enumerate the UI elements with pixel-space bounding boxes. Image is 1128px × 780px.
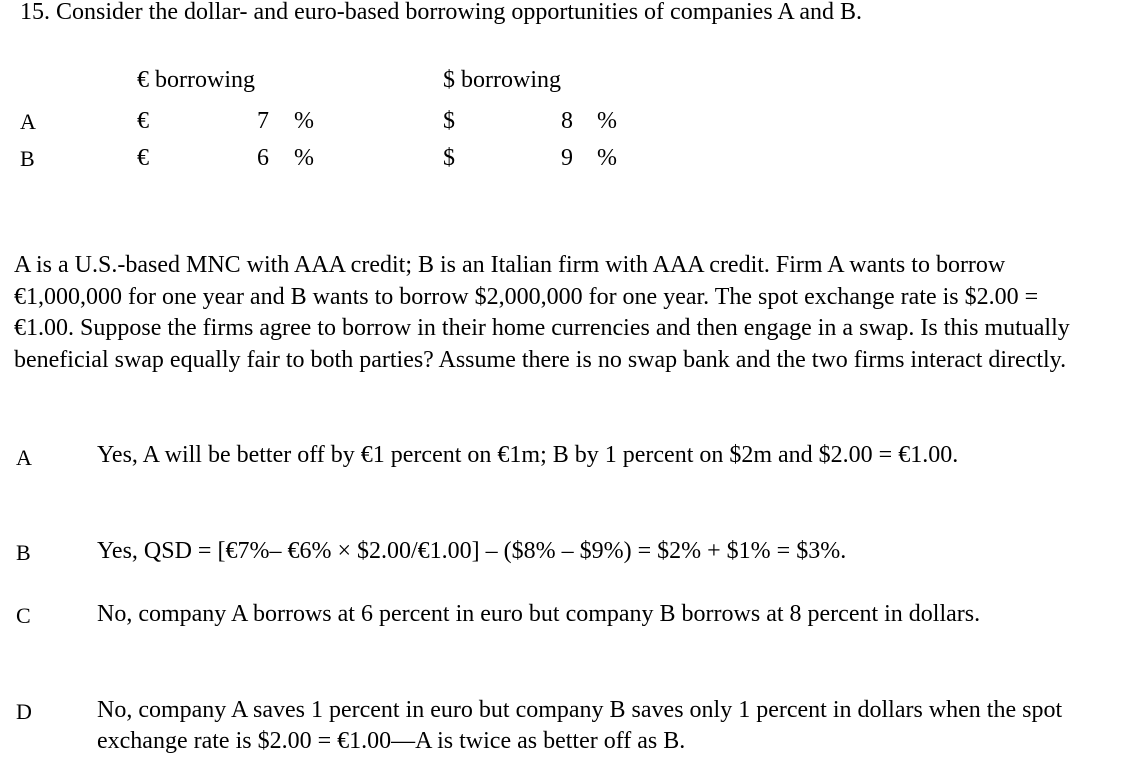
- euro-symbol: €: [137, 145, 149, 171]
- choice-text: Yes, QSD = [€7%– €6% × $2.00/€1.00] – ($8% – $9%) = $2% + $1% = $3%.: [97, 538, 847, 564]
- choice-letter: D: [16, 699, 32, 724]
- dollar-percent-sign: %: [597, 108, 617, 134]
- choice-text: Yes, A will be better off by €1 percent on €1m; B by 1 percent on $2m and $2.00 = €1.00.: [97, 442, 959, 468]
- euro-rate-value: 7: [257, 108, 269, 134]
- dollar-symbol: $: [443, 108, 455, 134]
- euro-percent-sign: %: [294, 108, 314, 134]
- question-title: 15. Consider the dollar- and euro-based borrowing opportunities of companies A and B.: [20, 0, 863, 25]
- dollar-rate-value: 8: [561, 108, 573, 134]
- dollar-symbol: $: [443, 145, 455, 171]
- dollar-borrowing-header: $ borrowing: [443, 67, 561, 93]
- row-company-label: A: [20, 109, 36, 134]
- problem-statement: A is a U.S.-based MNC with AAA credit; B is an Italian firm with AAA credit. Firm A wants to borrow €1,000,000 for one year and B wants to borrow $2,000,000 for one year. The spot exchange rate is $2.00 = €1.00. Suppose the firms agree to borrow in their home currencies and then engage in a swap. Is this mutually beneficial swap equally fair to both parties? Assume there is no swap bank and the two firms interact directly.: [14, 252, 1070, 373]
- choice-letter: A: [16, 445, 32, 470]
- row-company-label: B: [20, 146, 35, 171]
- dollar-rate-value: 9: [561, 145, 573, 171]
- euro-symbol: €: [137, 108, 149, 134]
- dollar-percent-sign: %: [597, 145, 617, 171]
- choice-letter: C: [16, 603, 31, 628]
- euro-borrowing-header: € borrowing: [137, 67, 255, 93]
- choice-letter: B: [16, 540, 31, 565]
- euro-percent-sign: %: [294, 145, 314, 171]
- euro-rate-value: 6: [257, 145, 269, 171]
- choice-text: No, company A borrows at 6 percent in euro but company B borrows at 8 percent in dollars.: [97, 601, 981, 627]
- choice-text: No, company A saves 1 percent in euro but company B saves only 1 percent in dollars when the spot exchange rate is $2.00 = €1.00—A is twice as better off as B.: [97, 697, 1063, 754]
